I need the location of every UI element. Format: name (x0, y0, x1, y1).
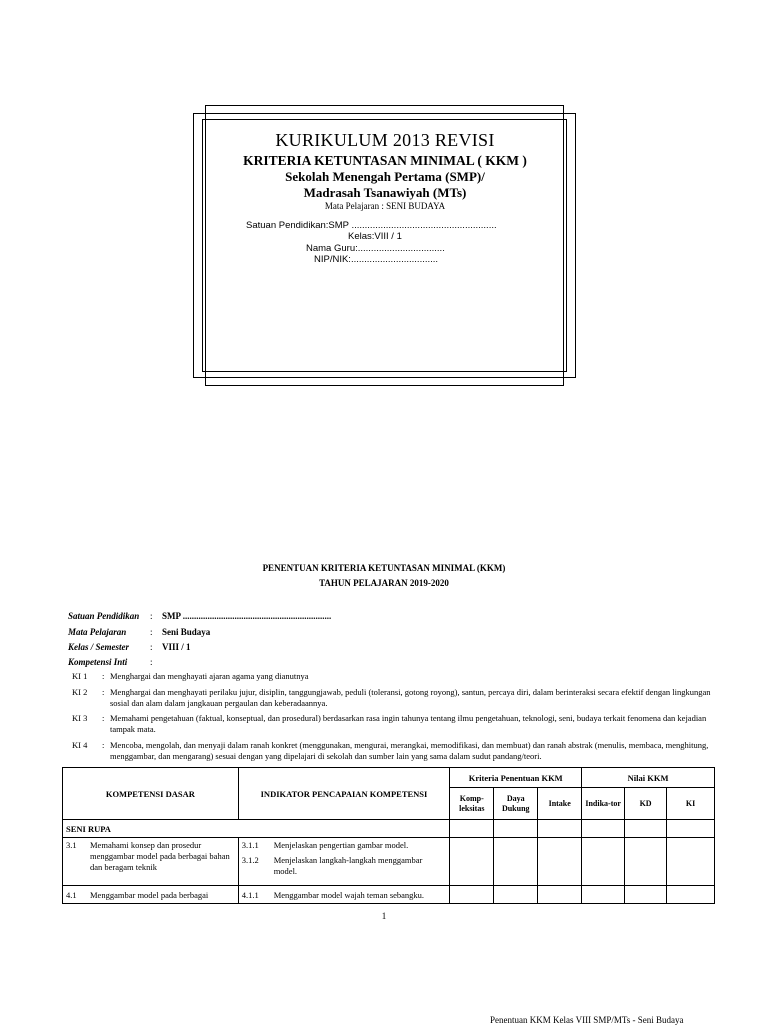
ki-text: Menghargai dan menghayati ajaran agama yang dianutnya (110, 671, 309, 681)
table-row (63, 886, 715, 904)
indikator-text: Menjelaskan pengertian gambar model. (273, 840, 409, 850)
meta-value: SMP .................................................................. (162, 611, 332, 621)
kd-cell (63, 886, 239, 904)
cover-guru: Nama Guru:................................. (306, 243, 445, 254)
ki-text: Memahami pengetahuan (faktual, konseptual, dan prosedural) berdasarkan rasa ingin tahunya tentang ilmu pengetahuan, teknologi, seni, budaya terkait fenomena dan kejadian tampak mata. (110, 713, 707, 734)
kd-text: Menggambar model pada berbagai (90, 889, 209, 900)
ki-label: KI 4 (72, 740, 88, 750)
header-indikator-nilai: Indika-tor (582, 788, 625, 820)
header-kriteria: Kriteria Penentuan KKM (450, 768, 582, 788)
kd-number: 3.1 (66, 840, 77, 850)
ki-colon: : (102, 687, 105, 697)
ki-label: KI 2 (72, 687, 88, 697)
meta-key: Mata Pelajaran (68, 627, 127, 637)
kd-number: 4.1 (66, 889, 77, 900)
header-nilai-kkm: Nilai KKM (582, 768, 715, 788)
header-intake: Intake (538, 788, 582, 820)
table-row (63, 838, 715, 886)
table-cell (667, 886, 715, 904)
table-cell (538, 838, 582, 886)
indikator-cell (238, 886, 450, 904)
meta-colon: : (150, 657, 153, 667)
meta-value: VIII / 1 (162, 642, 191, 652)
meta-colon: : (150, 627, 153, 637)
table-cell (582, 886, 625, 904)
ki-colon: : (102, 671, 105, 681)
header-indikator: INDIKATOR PENCAPAIAN KOMPETENSI (238, 768, 450, 820)
page-heading-2: TAHUN PELAJARAN 2019-2020 (319, 578, 449, 588)
table-cell (494, 820, 538, 838)
table-cell (667, 820, 715, 838)
table-cell (625, 820, 667, 838)
ki-text: Mencoba, mengolah, dan menyaji dalam ranah konkret (menggunakan, mengurai, merangkai, memodifikasi, dan membuat) dan ranah abstrak (menulis, membaca, menghitung, menggambar, dan mengarang) sesuai dengan yang dipelajari di sekolah dan sumber lain yang sama dalam sudut pandang/teori. (110, 740, 709, 761)
table-cell (450, 838, 494, 886)
table-cell (538, 886, 582, 904)
meta-key: Kelas / Semester (68, 642, 129, 652)
table-cell (625, 838, 667, 886)
cover-school-line1: Sekolah Menengah Pertama (SMP)/ (285, 169, 485, 184)
cover-text (205, 130, 565, 211)
kd-cell (63, 838, 239, 886)
header-kompetensi-dasar: KOMPETENSI DASAR (63, 768, 239, 820)
cover-school-line2: Madrasah Tsanawiyah (MTs) (303, 185, 467, 200)
header-kompleksitas: Komp-leksitas (450, 788, 494, 820)
indikator-cell (238, 838, 450, 886)
page-heading-1: PENENTUAN KRITERIA KETUNTASAN MINIMAL (KKM) (262, 563, 506, 573)
meta-colon: : (150, 611, 153, 621)
meta-key: Satuan Pendidikan (68, 611, 140, 621)
table-cell (494, 886, 538, 904)
cover-subject: Mata Pelajaran : SENI BUDAYA (324, 201, 446, 211)
ki-text: Menghargai dan menghayati perilaku jujur, disiplin, tanggungjawab, peduli (toleransi, gotong royong), santun, percaya diri, dalam berinteraksi secara efektif dengan lingkungan sosial dan alam dalam jangkauan pergaulan dan keberadaannya. (110, 687, 711, 708)
ki-colon: : (102, 740, 105, 750)
kkm-table (62, 767, 715, 904)
ki-label: KI 3 (72, 713, 88, 723)
page-number: 1 (381, 911, 387, 921)
meta-key: Kompetensi Inti (68, 657, 128, 667)
table-cell (582, 820, 625, 838)
section-seni-rupa: SENI RUPA (63, 820, 450, 838)
table-cell (582, 838, 625, 886)
table-cell (450, 886, 494, 904)
indikator-text: Menjelaskan langkah-langkah menggambar model. (273, 855, 423, 876)
header-ki: KI (667, 788, 715, 820)
cover-kelas: Kelas:VIII / 1 (348, 231, 402, 242)
table-cell (625, 886, 667, 904)
table-cell (538, 820, 582, 838)
meta-colon: : (150, 642, 153, 652)
table-cell (494, 838, 538, 886)
cover-satuan: Satuan Pendidikan:SMP ....................................................... (246, 220, 497, 231)
cover-subtitle: KRITERIA KETUNTASAN MINIMAL ( KKM ) (243, 153, 527, 168)
cover-nip: NIP/NIK:................................. (314, 254, 439, 265)
table-cell (450, 820, 494, 838)
table-row (63, 820, 715, 838)
ki-colon: : (102, 713, 105, 723)
indikator-number: 3.1.2 (241, 855, 259, 865)
ki-label: KI 1 (72, 671, 88, 681)
header-daya-dukung: Daya Dukung (494, 788, 538, 820)
page-footer: Penentuan KKM Kelas VIII SMP/MTs - Seni Budaya (490, 1015, 684, 1025)
kd-text: Memahami konsep dan prosedur menggambar model pada berbagai bahan dan beragam teknik (90, 840, 230, 872)
table-cell (667, 838, 715, 886)
meta-value: Seni Budaya (162, 627, 211, 637)
cover-title: KURIKULUM 2013 REVISI (275, 130, 495, 150)
indikator-text: Menggambar model wajah teman sebangku. (273, 889, 425, 900)
indikator-number: 4.1.1 (241, 889, 259, 900)
indikator-number: 3.1.1 (241, 840, 259, 850)
header-kd: KD (625, 788, 667, 820)
